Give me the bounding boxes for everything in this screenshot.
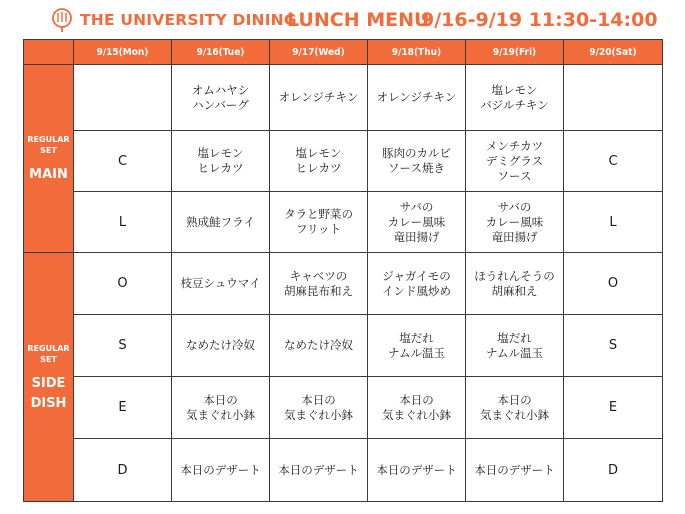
group-sub-label: SET	[40, 146, 57, 155]
menu-cell: 塩レモン ヒレカツ	[270, 131, 368, 192]
table-row	[24, 377, 663, 439]
table-row	[24, 192, 663, 253]
menu-cell: なめたけ冷奴	[172, 315, 270, 377]
menu-cell	[564, 65, 663, 131]
group-side	[24, 253, 74, 502]
group-title: DISH	[30, 395, 67, 411]
menu-title: LUNCH MENU	[287, 9, 430, 31]
menu-cell: 本日の 気まぐれ小鉢	[270, 377, 368, 439]
menu-cell: 本日のデザート	[172, 439, 270, 502]
menu-cell: 本日の 気まぐれ小鉢	[172, 377, 270, 439]
menu-cell: E	[74, 377, 172, 439]
table-row	[24, 65, 663, 131]
menu-cell: オムハヤシ ハンバーグ	[172, 65, 270, 131]
menu-cell: 本日のデザート	[270, 439, 368, 502]
menu-cell: O	[74, 253, 172, 315]
table-row	[24, 253, 663, 315]
page-header	[0, 0, 685, 38]
day-header: 9/17(Wed)	[270, 40, 368, 65]
day-header: 9/19(Fri)	[466, 40, 564, 65]
brand-name: THE UNIVERSITY DINING	[80, 11, 297, 29]
menu-cell: 塩レモン ヒレカツ	[172, 131, 270, 192]
menu-cell: L	[564, 192, 663, 253]
ud-fork-logo-icon	[51, 8, 73, 32]
menu-cell: 塩だれ ナムル温玉	[466, 315, 564, 377]
table-row	[24, 439, 663, 502]
menu-cell: 熟成鮭フライ	[172, 192, 270, 253]
menu-cell: メンチカツ デミグラス ソース	[466, 131, 564, 192]
group-main	[24, 65, 74, 253]
day-header: 9/20(Sat)	[564, 40, 663, 65]
menu-cell: タラと野菜の フリット	[270, 192, 368, 253]
menu-cell: 本日のデザート	[466, 439, 564, 502]
menu-cell: サバの カレー風味 竜田揚げ	[368, 192, 466, 253]
group-sub-label: REGULAR	[27, 343, 70, 353]
group-title: MAIN	[29, 167, 68, 182]
menu-cell: オレンジチキン	[368, 65, 466, 131]
menu-cell: L	[74, 192, 172, 253]
day-header: 9/18(Thu)	[368, 40, 466, 65]
menu-date-range: 9/16-9/19 11:30-14:00	[421, 9, 658, 31]
menu-cell: D	[74, 439, 172, 502]
day-header: 9/15(Mon)	[74, 40, 172, 65]
menu-cell: 本日の 気まぐれ小鉢	[368, 377, 466, 439]
menu-cell: 塩レモン バジルチキン	[466, 65, 564, 131]
menu-cell: ジャガイモの インド風炒め	[368, 253, 466, 315]
group-title: SIDE	[31, 375, 66, 391]
menu-cell: 本日の 気まぐれ小鉢	[466, 377, 564, 439]
menu-cell: C	[564, 131, 663, 192]
menu-cell: サバの カレー風味 竜田揚げ	[466, 192, 564, 253]
table-row	[24, 315, 663, 377]
menu-cell: E	[564, 377, 663, 439]
menu-cell: なめたけ冷奴	[270, 315, 368, 377]
menu-cell: 塩だれ ナムル温玉	[368, 315, 466, 377]
corner-cell	[24, 40, 74, 65]
menu-cell: 本日のデザート	[368, 439, 466, 502]
menu-cell: S	[74, 315, 172, 377]
menu-cell: オレンジチキン	[270, 65, 368, 131]
menu-cell: C	[74, 131, 172, 192]
menu-cell: S	[564, 315, 663, 377]
menu-cell: 枝豆シュウマイ	[172, 253, 270, 315]
menu-cell: ほうれんそうの 胡麻和え	[466, 253, 564, 315]
menu-cell: D	[564, 439, 663, 502]
menu-cell: O	[564, 253, 663, 315]
menu-cell: 豚肉のカルビ ソース焼き	[368, 131, 466, 192]
day-header: 9/16(Tue)	[172, 40, 270, 65]
day-header-row	[24, 40, 663, 65]
group-sub-label: SET	[40, 354, 57, 364]
group-sub-label: REGULAR	[27, 135, 70, 144]
lunch-menu-table	[23, 39, 663, 502]
table-row	[24, 131, 663, 192]
menu-cell: キャベツの 胡麻昆布和え	[270, 253, 368, 315]
menu-cell	[74, 65, 172, 131]
